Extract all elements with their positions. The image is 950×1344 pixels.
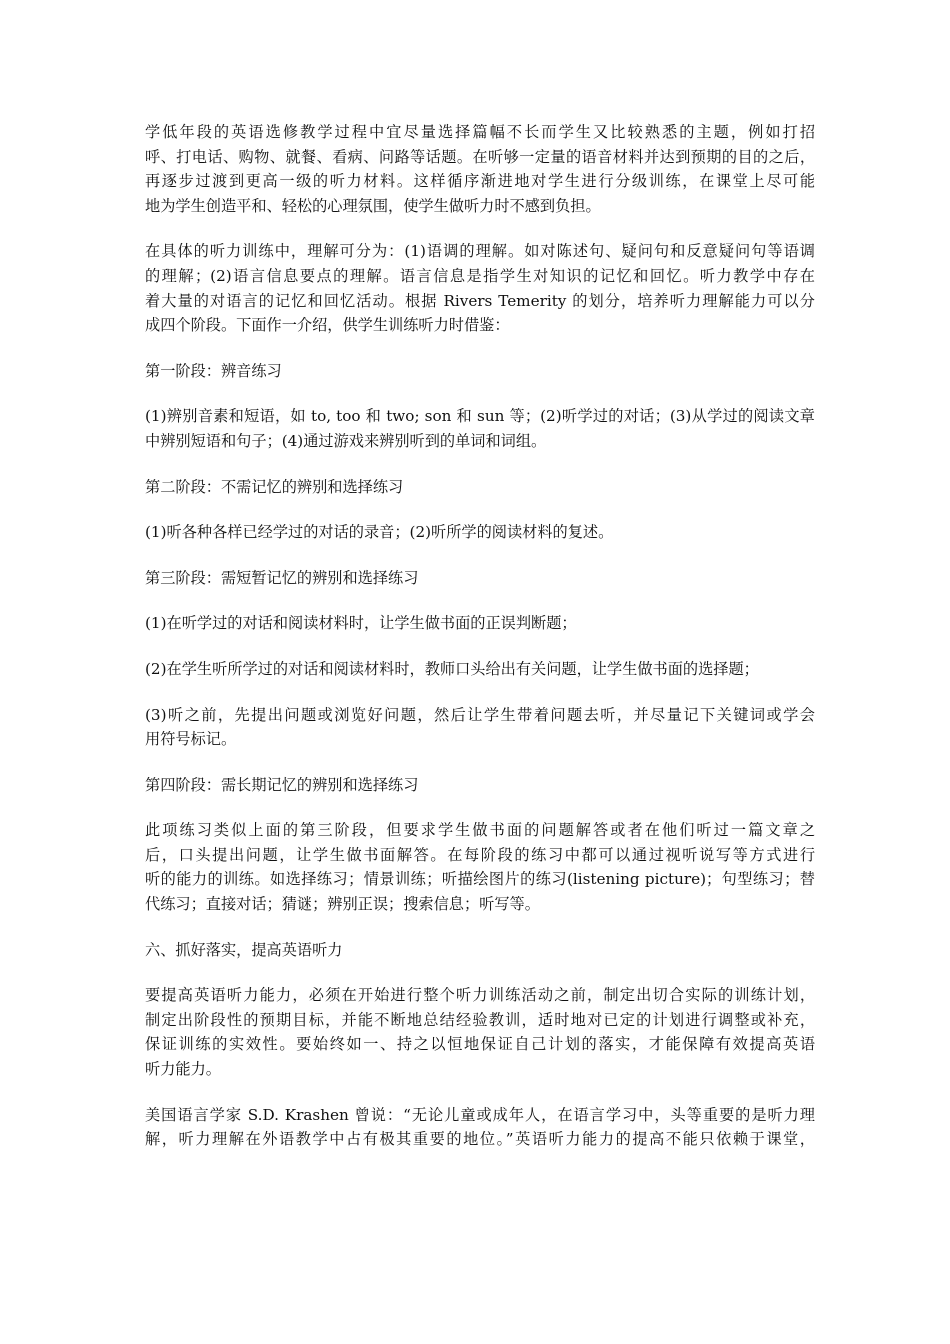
text-line: 听的能力的训练。如选择练习；情景训练；听描绘图片的练习(listening picture)；句型练习；替 — [145, 870, 815, 889]
text-line: 制定出阶段性的预期目标，并能不断地总结经验教训，适时地对已定的计划进行调整或补充， — [145, 1010, 815, 1029]
text-line: 着大量的对语言的记忆和回忆活动。根据 Rivers Temerity 的划分，培养听力理解能力可以分 — [145, 291, 815, 310]
text-line: 在具体的听力训练中，理解可分为：(1)语调的理解。如对陈述句、疑问句和反意疑问句等语调 — [145, 242, 815, 261]
paragraph-grade-topics — [145, 120, 815, 218]
text-line: 再逐步过渡到更高一级的听力材料。这样循序渐进地对学生进行分级训练，在课堂上尽可能 — [145, 172, 815, 191]
text-line: (1)辨别音素和短语，如 to, too 和 two; son 和 sun 等；(2)听学过的对话；(3)从学过的阅读文章 — [145, 407, 815, 426]
text-line: 第三阶段：需短暂记忆的辨别和选择练习 — [145, 568, 419, 587]
text-line: 第四阶段：需长期记忆的辨别和选择练习 — [145, 775, 419, 794]
text-line: 保证训练的实效性。要始终如一、持之以恒地保证自己计划的落实，才能保障有效提高英语 — [145, 1035, 815, 1054]
paragraph-stage-two-items — [145, 520, 815, 545]
paragraph-training-plan — [145, 983, 815, 1081]
text-line: 成四个阶段。下面作一介绍，供学生训练听力时借鉴： — [145, 316, 510, 335]
text-line: 呼、打电话、购物、就餐、看病、问路等话题。在听够一定量的语音材料并达到预期的目的之后， — [145, 147, 815, 166]
text-line: 学低年段的英语选修教学过程中宜尽量选择篇幅不长而学生又比较熟悉的主题，例如打招 — [145, 123, 815, 141]
heading-stage-one — [145, 359, 815, 384]
text-line: (1)听各种各样已经学过的对话的录音；(2)听所学的阅读材料的复述。 — [145, 523, 614, 542]
text-line: 此项练习类似上面的第三阶段，但要求学生做书面的问题解答或者在他们听过一篇文章之 — [145, 821, 815, 840]
heading-stage-four — [145, 773, 815, 798]
paragraph-krashen-quote — [145, 1103, 815, 1152]
paragraph-stage-three-item-1 — [145, 611, 815, 636]
text-line: 地为学生创造平和、轻松的心理氛围，使学生做听力时不感到负担。 — [145, 196, 601, 215]
text-line: 中辨别短语和句子；(4)通过游戏来辨别听到的单词和词组。 — [145, 431, 547, 450]
text-line: 听力能力。 — [145, 1060, 221, 1079]
paragraph-stage-three-item-3 — [145, 703, 815, 752]
text-line: 的理解；(2)语言信息要点的理解。语言信息是指学生对知识的记忆和回忆。听力教学中存在 — [145, 266, 815, 285]
paragraph-comprehension-types — [145, 239, 815, 337]
text-line: 用符号标记。 — [145, 730, 237, 749]
document-page — [145, 120, 815, 1173]
text-line: 代练习；直接对话；猜谜；辨别正误；搜索信息；听写等。 — [145, 895, 540, 914]
heading-stage-two — [145, 475, 815, 500]
text-line: 六、抓好落实，提高英语听力 — [145, 940, 343, 959]
paragraph-stage-one-items — [145, 404, 815, 453]
text-line: (3)听之前，先提出问题或浏览好问题，然后让学生带着问题去听，并尽量记下关键词或学会 — [145, 705, 815, 724]
paragraph-stage-three-item-2 — [145, 657, 815, 682]
heading-section-six — [145, 938, 815, 963]
text-line: 后，口头提出问题，让学生做书面解答。在每阶段的练习中都可以通过视听说写等方式进行 — [145, 845, 815, 864]
text-line: 第一阶段：辨音练习 — [145, 361, 282, 380]
text-line: 解，听力理解在外语教学中占有极其重要的地位。”英语听力能力的提高不能只依赖于课堂， — [145, 1130, 815, 1149]
heading-stage-three — [145, 566, 815, 591]
paragraph-stage-four-description — [145, 818, 815, 916]
text-line: 要提高英语听力能力，必须在开始进行整个听力训练活动之前，制定出切合实际的训练计划， — [145, 986, 815, 1005]
text-line: 第二阶段：不需记忆的辨别和选择练习 — [145, 477, 404, 496]
text-line: (2)在学生听所学过的对话和阅读材料时，教师口头给出有关问题，让学生做书面的选择题； — [145, 659, 759, 678]
text-line: (1)在听学过的对话和阅读材料时，让学生做书面的正误判断题； — [145, 614, 577, 633]
text-line: 美国语言学家 S.D. Krashen 曾说：“无论儿童或成年人，在语言学习中，头等重要的是听力理 — [145, 1105, 815, 1124]
